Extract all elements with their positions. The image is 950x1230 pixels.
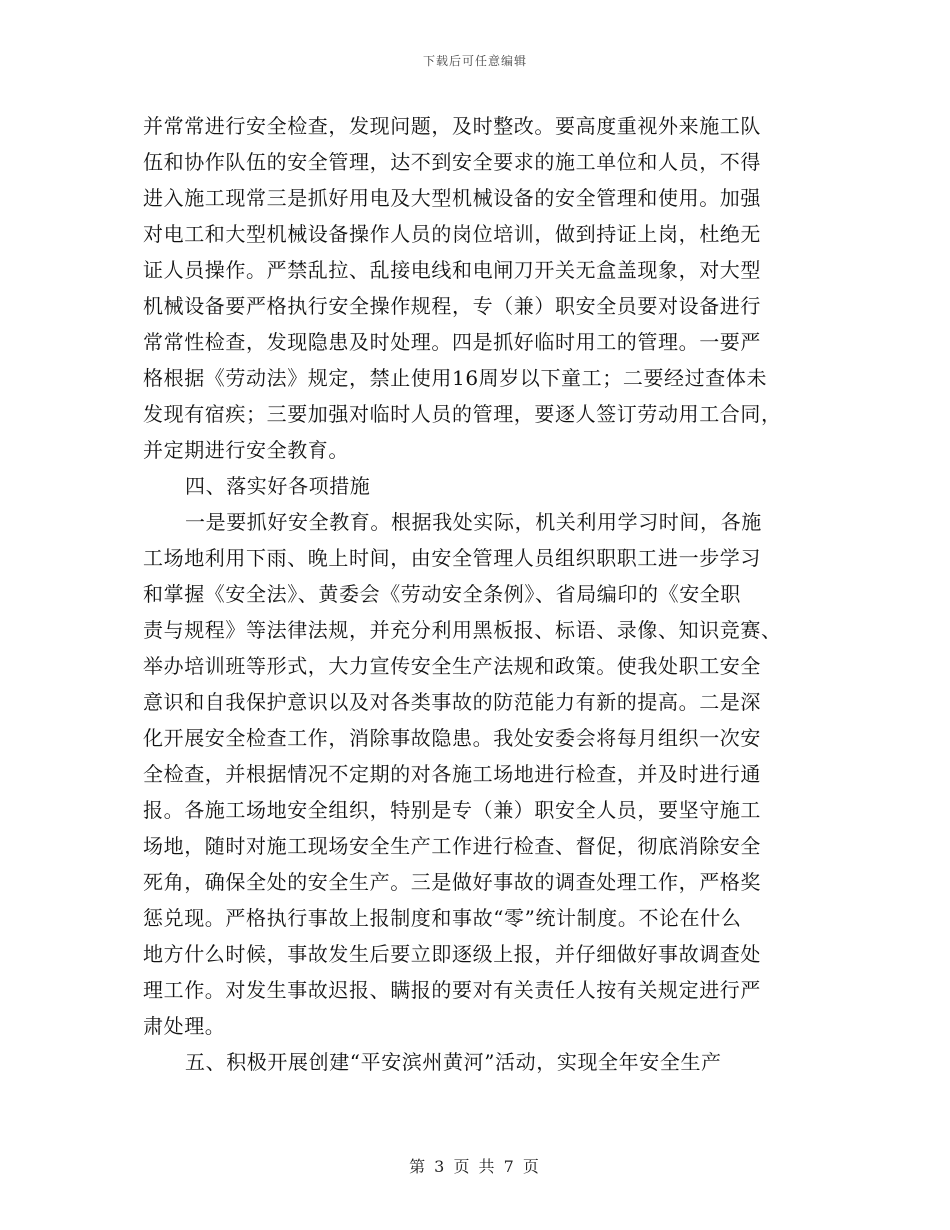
- text-line: 和掌握《安全法》、黄委会《劳动安全条例》、省局编印的《安全职: [143, 582, 741, 606]
- text-line: 地方什么时候，事故发生后要立即逐级上报，并仔细做好事故调查处: [143, 942, 761, 966]
- document-body: [143, 108, 815, 1080]
- text-line: 意识和自我保护意识以及对各类事故的防范能力有新的提高。二是深: [143, 690, 761, 714]
- text-line: 理工作。对发生事故迟报、瞒报的要对有关责任人按有关规定进行严: [143, 978, 761, 1002]
- text-line: 常常性检查，发现隐患及时处理。四是抓好临时用工的管理。一要严: [143, 330, 761, 354]
- text-line: 举办培训班等形式，大力宣传安全生产法规和政策。使我处职工安全: [143, 654, 761, 678]
- text-line: 进入施工现常三是抓好用电及大型机械设备的安全管理和使用。加强: [143, 186, 761, 210]
- page-number: 第 3 页 共 7 页: [409, 1157, 541, 1176]
- text-line: 四、落实好各项措施: [185, 474, 371, 498]
- text-line: 惩兑现。严格执行事故上报制度和事故“零”统计制度。不论在什么: [143, 906, 742, 930]
- text-line: 肃处理。: [143, 1014, 226, 1038]
- text-line: 一是要抓好安全教育。根据我处实际，机关利用学习时间，各施: [185, 510, 762, 534]
- text-line: 机械设备要严格执行安全操作规程，专（兼）职安全员要对设备进行: [143, 294, 761, 318]
- text-line: 化开展安全检查工作，消除事故隐患。我处安委会将每月组织一次安: [143, 726, 761, 750]
- text-line: 发现有宿疾；三要加强对临时人员的管理，要逐人签订劳动用工合同，: [143, 402, 782, 426]
- text-line: 并常常进行安全检查，发现问题，及时整改。要高度重视外来施工队: [143, 114, 761, 138]
- text-line: 工场地利用下雨、晚上时间，由安全管理人员组织职职工进一步学习: [143, 546, 761, 570]
- text-line: 死角，确保全处的安全生产。三是做好事故的调查处理工作，严格奖: [143, 870, 761, 894]
- text-line: 场地，随时对施工现场安全生产工作进行检查、督促，彻底消除安全: [143, 834, 761, 858]
- text-line: 证人员操作。严禁乱拉、乱接电线和电闸刀开关无盒盖现象，对大型: [143, 258, 761, 282]
- text-line: 对电工和大型机械设备操作人员的岗位培训，做到持证上岗，杜绝无: [143, 222, 761, 246]
- text-line: 全检查，并根据情况不定期的对各施工场地进行检查，并及时进行通: [143, 762, 761, 786]
- text-line: 责与规程》等法律法规，并充分利用黑板报、标语、录像、知识竞赛、: [143, 618, 782, 642]
- text-line: 伍和协作队伍的安全管理，达不到安全要求的施工单位和人员，不得: [143, 150, 761, 174]
- text-line: 五、积极开展创建“平安滨州黄河”活动，实现全年安全生产: [185, 1050, 722, 1074]
- text-line: 并定期进行安全教育。: [143, 438, 349, 462]
- page-header: 下载后可任意编辑: [422, 54, 527, 68]
- text-line: 报。各施工场地安全组织，特别是专（兼）职安全人员，要坚守施工: [143, 798, 761, 822]
- text-line: 格根据《劳动法》规定，禁止使用16周岁以下童工；二要经过查体未: [143, 366, 768, 390]
